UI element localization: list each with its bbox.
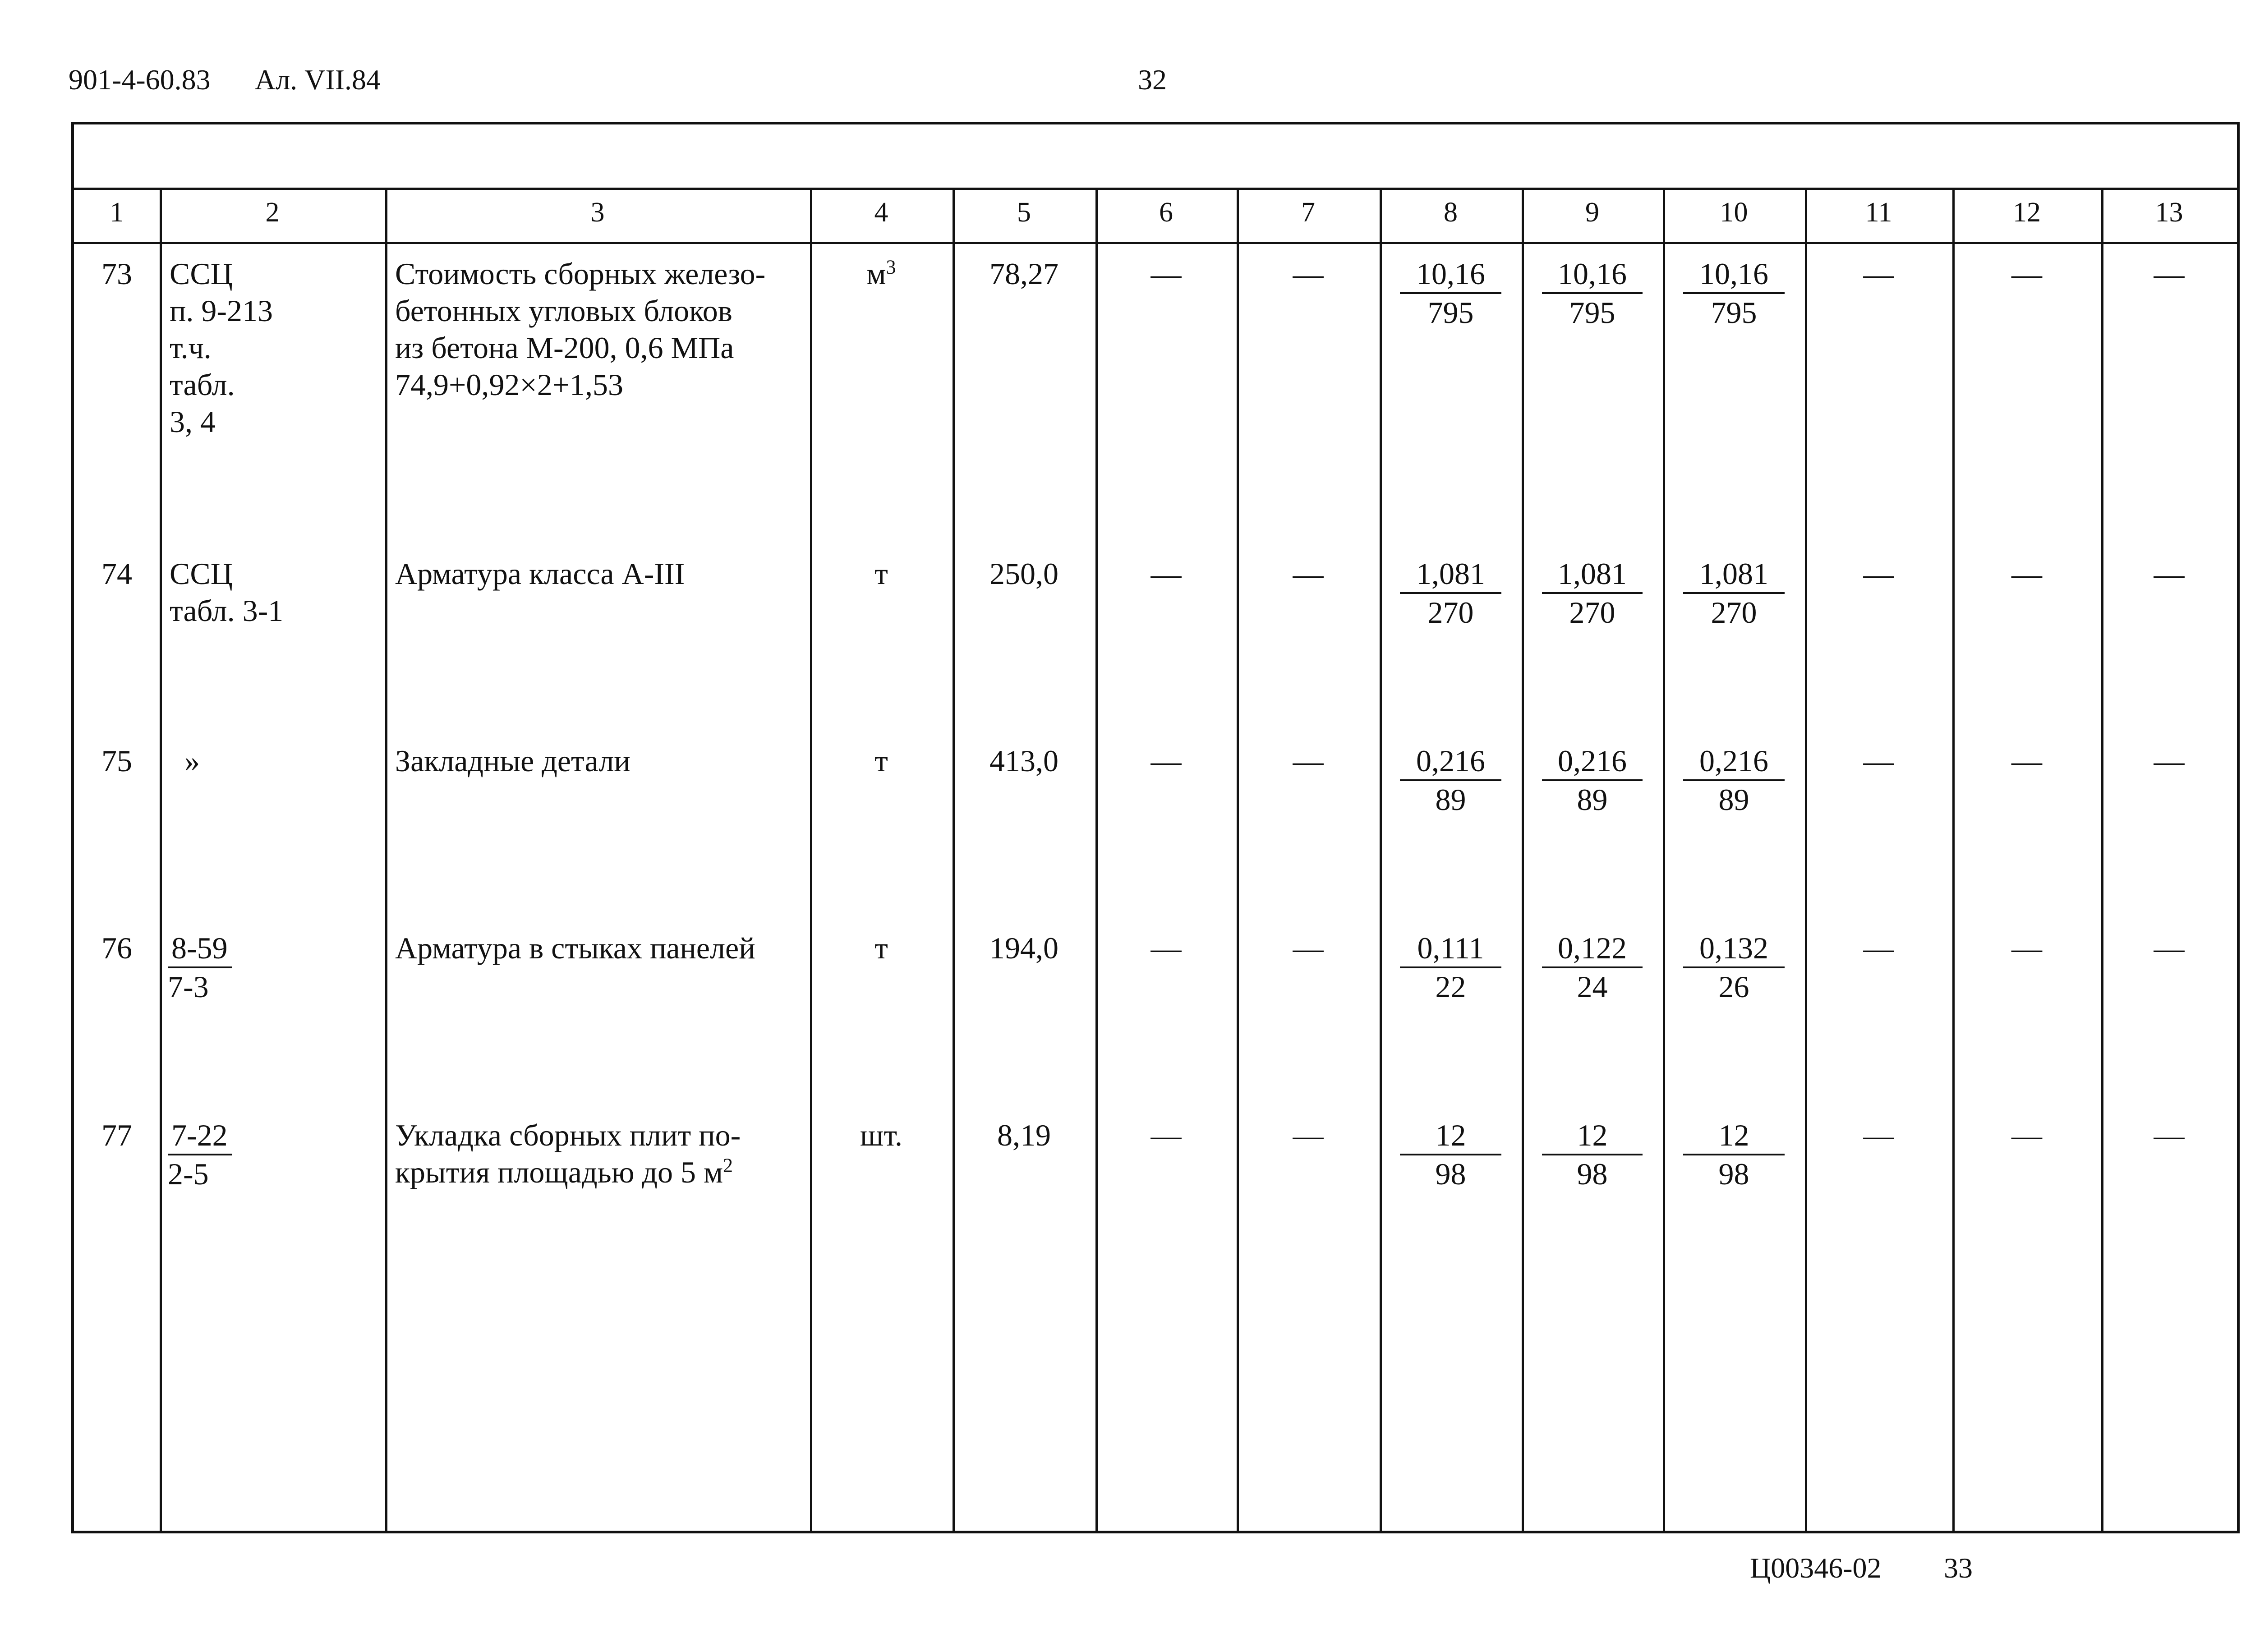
column-number: 12	[2013, 197, 2041, 228]
description-line: из бетона М-200, 0,6 МПа	[395, 331, 734, 365]
empty-cell-dash: —	[1151, 557, 1182, 591]
empty-cell-dash: —	[1863, 1118, 1894, 1152]
empty-cell-dash: —	[1293, 557, 1324, 591]
description	[395, 255, 765, 403]
empty-cell-dash: —	[2011, 744, 2042, 778]
row-number: 73	[101, 257, 132, 291]
fraction-numerator: 1,081	[1683, 555, 1785, 594]
empty-cell-dash: —	[1293, 931, 1324, 965]
fraction-numerator: 12	[1400, 1117, 1501, 1155]
fraction-denominator: 89	[1718, 782, 1749, 817]
value-fraction	[1542, 1117, 1643, 1192]
quantity: 194,0	[989, 931, 1058, 965]
fraction-numerator: 12	[1683, 1117, 1785, 1155]
description	[395, 930, 755, 966]
reference-line: »	[184, 744, 200, 778]
description-line: Стоимость сборных железо-	[395, 257, 766, 291]
description-line: крытия площадью до 5 $м^2$	[395, 1154, 733, 1189]
fraction-denominator: 2-5	[168, 1157, 209, 1191]
column-number: 5	[1017, 197, 1031, 228]
reference-fraction	[168, 930, 232, 1005]
fraction-denominator: 22	[1435, 970, 1466, 1004]
fraction-numerator: 0,216	[1683, 742, 1785, 781]
value-fraction	[1400, 255, 1501, 331]
column-number: 2	[265, 197, 280, 228]
description-line: бетонных угловых блоков	[395, 294, 732, 328]
column-number: 11	[1865, 197, 1892, 228]
fraction-denominator: 795	[1711, 295, 1757, 330]
quantity: 413,0	[989, 744, 1058, 778]
empty-cell-dash: —	[1151, 257, 1182, 291]
empty-cell-dash: —	[2011, 557, 2042, 591]
description-line: Закладные детали	[395, 744, 630, 778]
fraction-numerator: 10,16	[1542, 255, 1643, 294]
document-code: 901-4-60.83	[69, 64, 211, 96]
fraction-numerator: 0,122	[1542, 930, 1643, 968]
value-fraction	[1542, 930, 1643, 1005]
description-line: Арматура класса А-III	[395, 557, 685, 591]
fraction-denominator: 89	[1435, 782, 1466, 817]
empty-cell-dash: —	[2154, 1118, 2185, 1152]
empty-cell-dash: —	[2154, 931, 2185, 965]
value-fraction	[1683, 1117, 1785, 1192]
column-divider	[1663, 188, 1665, 1531]
superscript: 3	[886, 256, 896, 278]
fraction-numerator: 0,111	[1400, 930, 1501, 968]
fraction-denominator: 270	[1711, 595, 1757, 630]
row-number: 74	[101, 557, 132, 591]
empty-cell-dash: —	[1151, 931, 1182, 965]
empty-cell-dash: —	[2011, 257, 2042, 291]
unit: т	[874, 557, 888, 591]
empty-cell-dash: —	[2154, 744, 2185, 778]
value-fraction	[1542, 742, 1643, 818]
fraction-numerator: 0,216	[1542, 742, 1643, 781]
fraction-denominator: 24	[1577, 970, 1608, 1004]
fraction-denominator: 795	[1427, 295, 1474, 330]
fraction-numerator: 10,16	[1683, 255, 1785, 294]
reference-line: ССЦ	[170, 557, 233, 591]
column-divider	[1522, 188, 1524, 1531]
fraction-numerator: 7-22	[168, 1117, 232, 1155]
empty-cell-dash: —	[1151, 744, 1182, 778]
fraction-numerator: 12	[1542, 1117, 1643, 1155]
estimate-table	[71, 122, 2240, 1533]
unit: шт.	[860, 1118, 902, 1152]
table-rule	[74, 242, 2237, 244]
column-number: 3	[590, 197, 605, 228]
column-divider	[810, 188, 812, 1531]
column-number: 7	[1301, 197, 1315, 228]
value-fraction	[1683, 742, 1785, 818]
fraction-denominator: 7-3	[168, 970, 209, 1004]
page-number: 32	[1138, 64, 1167, 96]
column-divider	[1095, 188, 1098, 1531]
value-fraction	[1683, 555, 1785, 631]
description	[395, 555, 685, 592]
fraction-denominator: 98	[1577, 1157, 1608, 1191]
fraction-denominator: 26	[1718, 970, 1749, 1004]
column-divider	[2101, 188, 2103, 1531]
row-number: 77	[101, 1118, 132, 1152]
value-fraction	[1400, 1117, 1501, 1192]
column-number: 4	[874, 197, 888, 228]
fraction-numerator: 8-59	[168, 930, 232, 968]
column-divider	[1952, 188, 1955, 1531]
fraction-numerator: 0,132	[1683, 930, 1785, 968]
value-fraction	[1542, 255, 1643, 331]
footer-code: Ц00346-02	[1750, 1552, 1882, 1584]
empty-cell-dash: —	[2011, 1118, 2042, 1152]
reference	[170, 255, 273, 440]
value-fraction	[1542, 555, 1643, 631]
column-number: 9	[1585, 197, 1599, 228]
description	[395, 1117, 741, 1191]
value-fraction	[1683, 930, 1785, 1005]
column-divider	[160, 188, 162, 1531]
reference-line: п. 9-213	[170, 294, 273, 328]
fraction-denominator: 98	[1435, 1157, 1466, 1191]
fraction-denominator: 98	[1718, 1157, 1749, 1191]
empty-cell-dash: —	[2154, 557, 2185, 591]
empty-cell-dash: —	[1863, 744, 1894, 778]
column-number: 13	[2155, 197, 2183, 228]
reference-line: ССЦ	[170, 257, 233, 291]
fraction-denominator: 89	[1577, 782, 1608, 817]
reference-line: т.ч.	[170, 331, 212, 365]
quantity: 8,19	[997, 1118, 1051, 1152]
empty-cell-dash: —	[2011, 931, 2042, 965]
fraction-numerator: 1,081	[1542, 555, 1643, 594]
empty-cell-dash: —	[1293, 1118, 1324, 1152]
unit: т	[874, 744, 888, 778]
quantity: 250,0	[989, 557, 1058, 591]
value-fraction	[1683, 255, 1785, 331]
unit: т	[874, 931, 888, 965]
reference-line: табл.	[170, 368, 235, 402]
unit: $м^3$	[866, 256, 896, 291]
reference-line: табл. 3-1	[170, 594, 284, 628]
column-number: 8	[1444, 197, 1458, 228]
empty-cell-dash: —	[1293, 257, 1324, 291]
column-number: 1	[110, 197, 124, 228]
fraction-denominator: 270	[1569, 595, 1615, 630]
fraction-denominator: 795	[1569, 295, 1615, 330]
fraction-numerator: 10,16	[1400, 255, 1501, 294]
column-divider	[1237, 188, 1239, 1531]
empty-cell-dash: —	[1151, 1118, 1182, 1152]
empty-cell-dash: —	[1863, 931, 1894, 965]
description-line: Арматура в стыках панелей	[395, 931, 755, 965]
column-divider	[953, 188, 955, 1531]
column-divider	[1380, 188, 1382, 1531]
quantity: 78,27	[989, 257, 1058, 291]
footer-page: 33	[1944, 1552, 1973, 1584]
reference	[184, 742, 200, 779]
fraction-denominator: 270	[1427, 595, 1474, 630]
column-number: 10	[1720, 197, 1748, 228]
empty-cell-dash: —	[2154, 257, 2185, 291]
empty-cell-dash: —	[1863, 257, 1894, 291]
fraction-numerator: 1,081	[1400, 555, 1501, 594]
sheet-label: Ал. VII.84	[255, 64, 381, 96]
row-number: 76	[101, 931, 132, 965]
empty-cell-dash: —	[1863, 557, 1894, 591]
description-line: 74,9+0,92×2+1,53	[395, 368, 624, 402]
column-divider	[385, 188, 387, 1531]
column-divider	[1805, 188, 1807, 1531]
description-line: Укладка сборных плит по-	[395, 1118, 741, 1152]
row-number: 75	[101, 744, 132, 778]
value-fraction	[1400, 742, 1501, 818]
value-fraction	[1400, 555, 1501, 631]
reference	[170, 555, 283, 629]
fraction-numerator: 0,216	[1400, 742, 1501, 781]
reference-line: 3, 4	[170, 405, 216, 439]
column-number: 6	[1159, 197, 1173, 228]
superscript: 2	[723, 1154, 733, 1177]
value-fraction	[1400, 930, 1501, 1005]
table-rule	[74, 188, 2237, 190]
empty-cell-dash: —	[1293, 744, 1324, 778]
reference-fraction	[168, 1117, 232, 1192]
description	[395, 742, 630, 779]
